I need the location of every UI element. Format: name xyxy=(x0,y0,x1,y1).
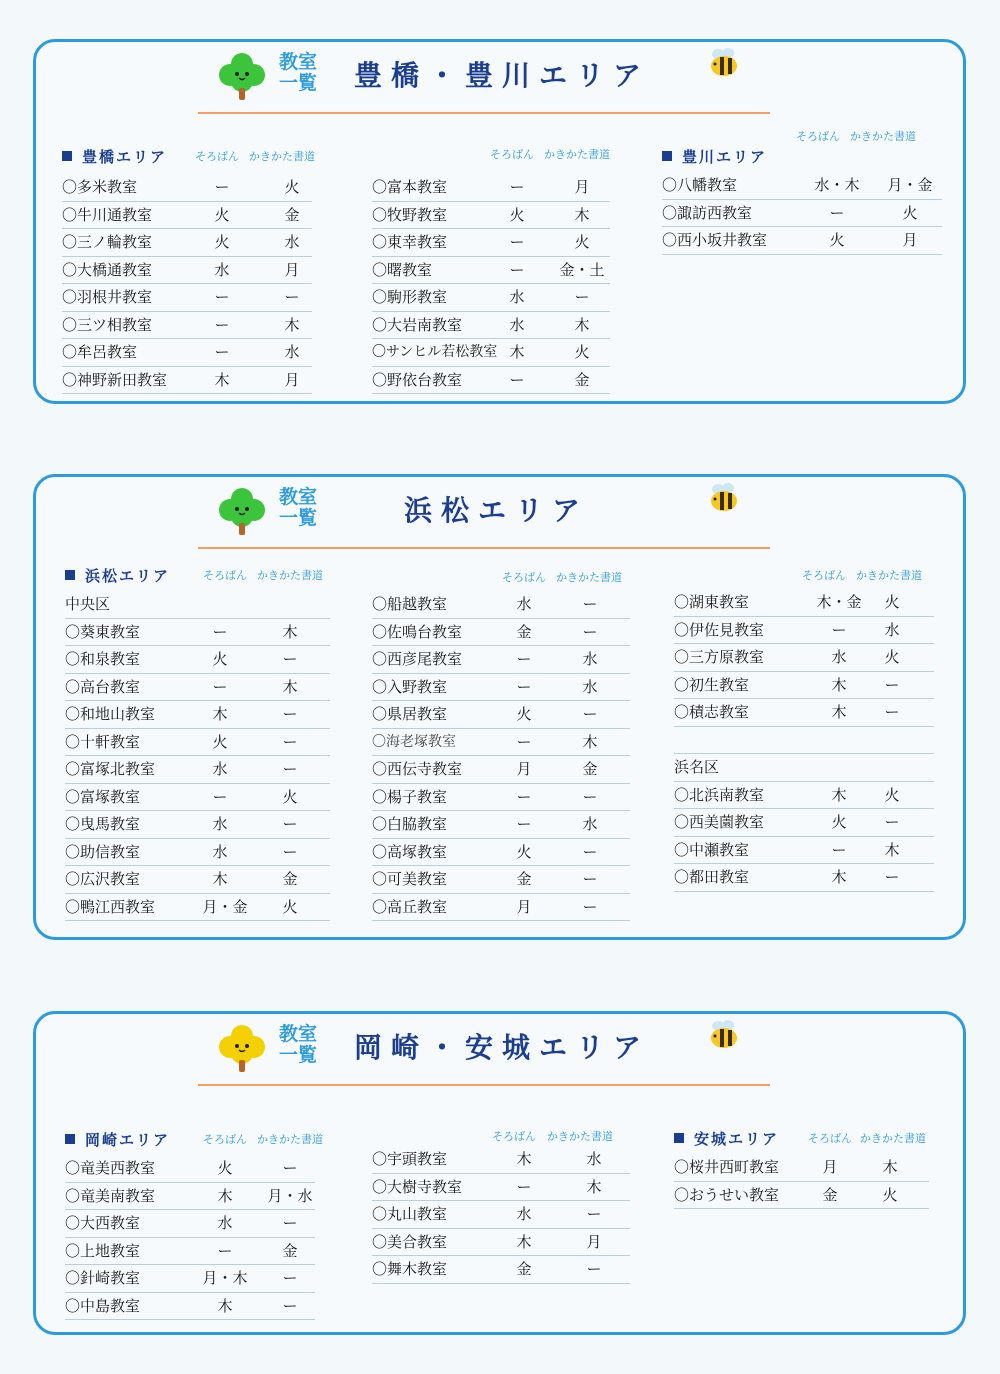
column xyxy=(62,146,315,394)
table-row: 〇神野新田教室 木 月 xyxy=(62,367,312,395)
column xyxy=(674,1128,929,1209)
table-row: 〇北浜南教室 木 火 xyxy=(674,782,934,810)
table-row: 〇船越教室 水 ー xyxy=(372,591,630,619)
table-row: 〇高塚教室 火 ー xyxy=(372,839,630,867)
table-row: 〇西彦尾教室 ー 水 xyxy=(372,646,630,674)
table-row: 〇佐鳴台教室 金 ー xyxy=(372,619,630,647)
column-header xyxy=(674,1128,929,1148)
table-row: 〇中瀬教室 ー 木 xyxy=(674,837,934,865)
column xyxy=(674,565,934,892)
shodo-header: かきかた書道 xyxy=(257,1133,323,1146)
table-row: 〇高台教室 ー 木 xyxy=(65,674,330,702)
ichiran-label: 教室 一覧 xyxy=(278,486,317,529)
clover-logo-icon xyxy=(214,1020,270,1076)
table-row: 〇大西教室 水 ー xyxy=(65,1210,315,1238)
soroban-header: そろばん xyxy=(492,1130,536,1143)
soroban-header: そろばん xyxy=(203,569,247,582)
table-row: 〇湖東教室 木・金 火 xyxy=(674,589,934,617)
section-header xyxy=(198,477,770,549)
table-row: 〇富塚北教室 水 ー xyxy=(65,756,330,784)
table-row: 〇西小坂井教室 火 月 xyxy=(662,227,942,255)
table-row: 〇十軒教室 火 ー xyxy=(65,729,330,757)
soroban-header: そろばん xyxy=(203,1133,247,1146)
area-title: 豊橋・豊川エリア xyxy=(354,59,651,92)
table-row: 〇三ノ輪教室 火 水 xyxy=(62,229,312,257)
section-card-okazaki xyxy=(33,1011,966,1335)
shodo-header: かきかた書道 xyxy=(860,1132,926,1145)
shodo-header: かきかた書道 xyxy=(850,130,916,143)
shodo-header: かきかた書道 xyxy=(257,569,323,582)
table-row: 〇美合教室 木 月 xyxy=(372,1229,630,1257)
empty-row xyxy=(674,727,934,755)
bee-icon xyxy=(706,479,742,515)
column-header xyxy=(65,1129,323,1149)
sub-area-name: 豊橋エリア xyxy=(62,146,167,167)
table-row: 〇可美教室 金 ー xyxy=(372,866,630,894)
table-row: 〇和泉教室 火 ー xyxy=(65,646,330,674)
table-row: 〇和地山教室 木 ー xyxy=(65,701,330,729)
clover-logo-icon xyxy=(214,48,270,104)
soroban-header: そろばん xyxy=(808,1132,852,1145)
table-row: 〇竜美南教室 木 月・水 xyxy=(65,1183,315,1211)
column-header xyxy=(62,146,315,166)
sub-area-name: 豊川エリア xyxy=(662,146,767,167)
sub-area-name: 岡崎エリア xyxy=(65,1129,170,1150)
table-row: 〇西美薗教室 火 ー xyxy=(674,809,934,837)
table-row: 〇伊佐見教室 ー 水 xyxy=(674,617,934,645)
soroban-header: そろばん xyxy=(802,569,846,582)
shodo-header: かきかた書道 xyxy=(249,150,315,163)
table-row: 〇多米教室 ー 火 xyxy=(62,174,312,202)
table-row: 〇駒形教室 水 ー xyxy=(372,284,610,312)
column-header xyxy=(65,565,330,585)
column-header xyxy=(372,1126,630,1146)
area-title: 岡崎・安城エリア xyxy=(354,1031,651,1064)
table-row: 〇丸山教室 水 ー xyxy=(372,1201,630,1229)
column-header xyxy=(662,128,942,166)
table-row: 〇羽根井教室 ー ー xyxy=(62,284,312,312)
column-header xyxy=(372,144,610,164)
column xyxy=(65,1129,323,1320)
shodo-header: かきかた書道 xyxy=(547,1130,613,1143)
table-row: 〇広沢教室 木 金 xyxy=(65,866,330,894)
sub-area-name: 浜松エリア xyxy=(65,565,170,586)
table-row: 〇大岩南教室 水 木 xyxy=(372,312,610,340)
table-row: 〇西伝寺教室 月 金 xyxy=(372,756,630,784)
table-row: 〇大樹寺教室 ー 木 xyxy=(372,1174,630,1202)
table-row: 〇三ツ相教室 ー 木 xyxy=(62,312,312,340)
soroban-header: そろばん xyxy=(490,148,534,161)
table-row: 〇曳馬教室 水 ー xyxy=(65,811,330,839)
shodo-header: かきかた書道 xyxy=(856,569,922,582)
table-row: 〇野依台教室 ー 金 xyxy=(372,367,610,395)
shodo-header: かきかた書道 xyxy=(556,571,622,584)
bee-icon xyxy=(706,44,742,80)
table-row: 〇桜井西町教室 月 木 xyxy=(674,1154,929,1182)
table-row: 〇大橋通教室 水 月 xyxy=(62,257,312,285)
column xyxy=(65,565,330,921)
table-row: 〇牧野教室 火 木 xyxy=(372,202,610,230)
table-row: 〇都田教室 木 ー xyxy=(674,864,934,892)
bee-icon xyxy=(706,1016,742,1052)
table-row: 〇牟呂教室 ー 水 xyxy=(62,339,312,367)
soroban-header: そろばん xyxy=(502,571,546,584)
table-row: 〇富本教室 ー 月 xyxy=(372,174,610,202)
column-header xyxy=(372,567,630,587)
soroban-header: そろばん xyxy=(195,150,239,163)
table-row: 〇助信教室 水 ー xyxy=(65,839,330,867)
table-row: 〇中島教室 木 ー xyxy=(65,1293,315,1321)
table-row: 〇県居教室 火 ー xyxy=(372,701,630,729)
table-row: 〇楊子教室 ー ー xyxy=(372,784,630,812)
section-card-toyohashi xyxy=(33,39,966,404)
table-row: 〇高丘教室 月 ー xyxy=(372,894,630,922)
column-header xyxy=(674,565,934,585)
area-title: 浜松エリア xyxy=(404,494,590,527)
table-row: 〇積志教室 木 ー xyxy=(674,699,934,727)
table-row: 〇牛川通教室 火 金 xyxy=(62,202,312,230)
table-row: 〇宇頭教室 木 水 xyxy=(372,1146,630,1174)
column xyxy=(662,128,942,255)
table-row: 〇諏訪西教室 ー 火 xyxy=(662,200,942,228)
district-label: 中央区 xyxy=(65,591,330,619)
ichiran-label: 教室 一覧 xyxy=(278,51,317,94)
clover-logo-icon xyxy=(214,483,270,539)
column xyxy=(372,144,610,394)
table-row: 〇サンヒル若松教室 木 火 xyxy=(372,339,610,367)
table-row: 〇初生教室 木 ー xyxy=(674,672,934,700)
ichiran-label: 教室 一覧 xyxy=(278,1023,317,1066)
column xyxy=(372,567,630,921)
section-header xyxy=(198,1014,770,1086)
section-header xyxy=(198,42,770,114)
table-row: 〇海老塚教室 ー 木 xyxy=(372,729,630,757)
shodo-header: かきかた書道 xyxy=(544,148,610,161)
table-row: 〇鴨江西教室 月・金 火 xyxy=(65,894,330,922)
table-row: 〇入野教室 ー 水 xyxy=(372,674,630,702)
table-row: 〇曙教室 ー 金・土 xyxy=(372,257,610,285)
soroban-header: そろばん xyxy=(796,130,840,143)
table-row: 〇おうせい教室 金 火 xyxy=(674,1182,929,1210)
sub-area-name: 安城エリア xyxy=(674,1128,779,1149)
table-row: 〇三方原教室 水 火 xyxy=(674,644,934,672)
table-row: 〇竜美西教室 火 ー xyxy=(65,1155,315,1183)
table-row: 〇八幡教室 水・木 月・金 xyxy=(662,172,942,200)
column xyxy=(372,1126,630,1284)
district-label: 浜名区 xyxy=(674,754,934,782)
section-card-hamamatsu xyxy=(33,474,966,940)
table-row: 〇葵東教室 ー 木 xyxy=(65,619,330,647)
table-row: 〇針崎教室 月・木 ー xyxy=(65,1265,315,1293)
table-row: 〇上地教室 ー 金 xyxy=(65,1238,315,1266)
table-row: 〇舞木教室 金 ー xyxy=(372,1256,630,1284)
table-row: 〇白脇教室 ー 水 xyxy=(372,811,630,839)
table-row: 〇東幸教室 ー 火 xyxy=(372,229,610,257)
table-row: 〇富塚教室 ー 火 xyxy=(65,784,330,812)
